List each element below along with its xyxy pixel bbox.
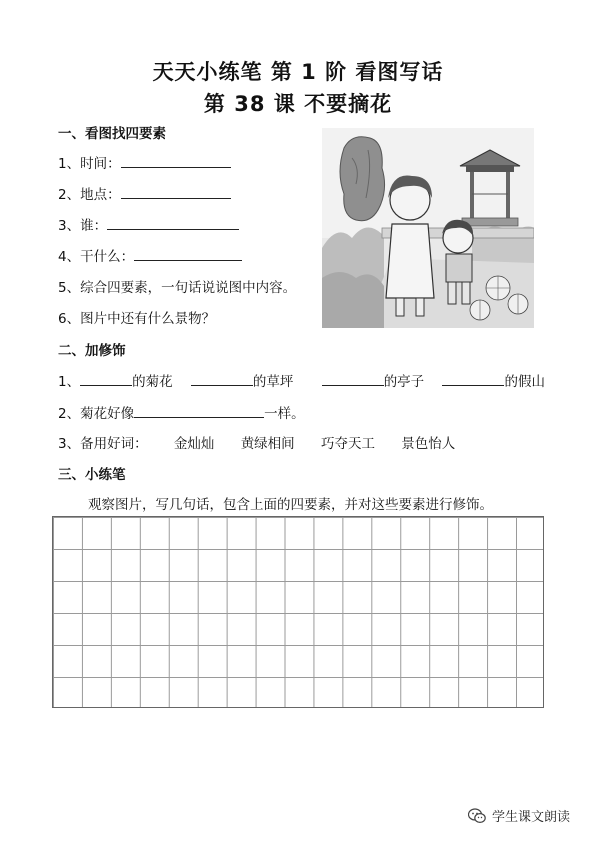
modifier-row <box>58 370 545 390</box>
modifier-rockery: 的假山 <box>504 374 545 390</box>
lesson-title: 第 38 课 不要摘花 <box>203 92 393 116</box>
item-place <box>58 183 231 203</box>
item-scenery: 6、图片中还有什么景物？ <box>58 311 216 327</box>
modifier-lawn: 的草坪 <box>252 374 294 390</box>
simile-blank[interactable] <box>134 405 264 418</box>
modifier-chrysanthemum: 的菊花 <box>132 374 173 390</box>
word-item: 黄绿相间 <box>240 436 295 452</box>
word-item: 巧夺天工 <box>320 436 375 452</box>
wechat-icon <box>468 808 486 824</box>
section2-heading: 二、加修饰 <box>58 343 126 359</box>
doing-blank[interactable] <box>134 248 242 261</box>
page-title: 天天小练笔 第 1 阶 看图写话 <box>152 60 444 84</box>
word-bank <box>58 432 455 452</box>
word-bank-label: 3、备用好词： <box>58 436 148 452</box>
item-place-label: 2、地点： <box>58 187 121 203</box>
item-summary: 5、综合四要素，一句话说说图中内容。 <box>58 280 297 296</box>
item-doing <box>58 245 242 265</box>
time-blank[interactable] <box>121 155 231 168</box>
word-item: 景色怡人 <box>401 436 456 452</box>
row1-prefix: 1、 <box>58 374 81 390</box>
item-doing-label: 4、干什么： <box>58 249 135 265</box>
blank-pavilion[interactable] <box>322 373 384 386</box>
simile-suffix: 一样。 <box>264 406 305 422</box>
who-blank[interactable] <box>107 217 239 230</box>
item-time-label: 1、时间： <box>58 156 121 172</box>
blank-lawn[interactable] <box>191 373 253 386</box>
simile-prefix: 2、菊花好像 <box>58 406 135 422</box>
item-who-label: 3、谁： <box>58 218 108 234</box>
word-item: 金灿灿 <box>173 436 215 452</box>
item-who <box>58 214 239 234</box>
blank-chrysanthemum[interactable] <box>80 373 132 386</box>
item-time <box>58 152 231 172</box>
blank-rockery[interactable] <box>442 373 504 386</box>
simile-row <box>58 402 305 422</box>
illustration-image <box>322 128 534 328</box>
modifier-pavilion: 的亭子 <box>383 374 425 390</box>
footer-account <box>468 806 570 825</box>
account-name: 学生课文朗读 <box>491 810 570 825</box>
writing-instruction: 观察图片，写几句话，包含上面的四要素，并对这些要素进行修饰。 <box>88 497 493 513</box>
section1-heading: 一、看图找四要素 <box>58 126 166 142</box>
writing-grid[interactable] <box>52 516 544 708</box>
section3-heading: 三、小练笔 <box>58 467 126 483</box>
place-blank[interactable] <box>121 186 231 199</box>
